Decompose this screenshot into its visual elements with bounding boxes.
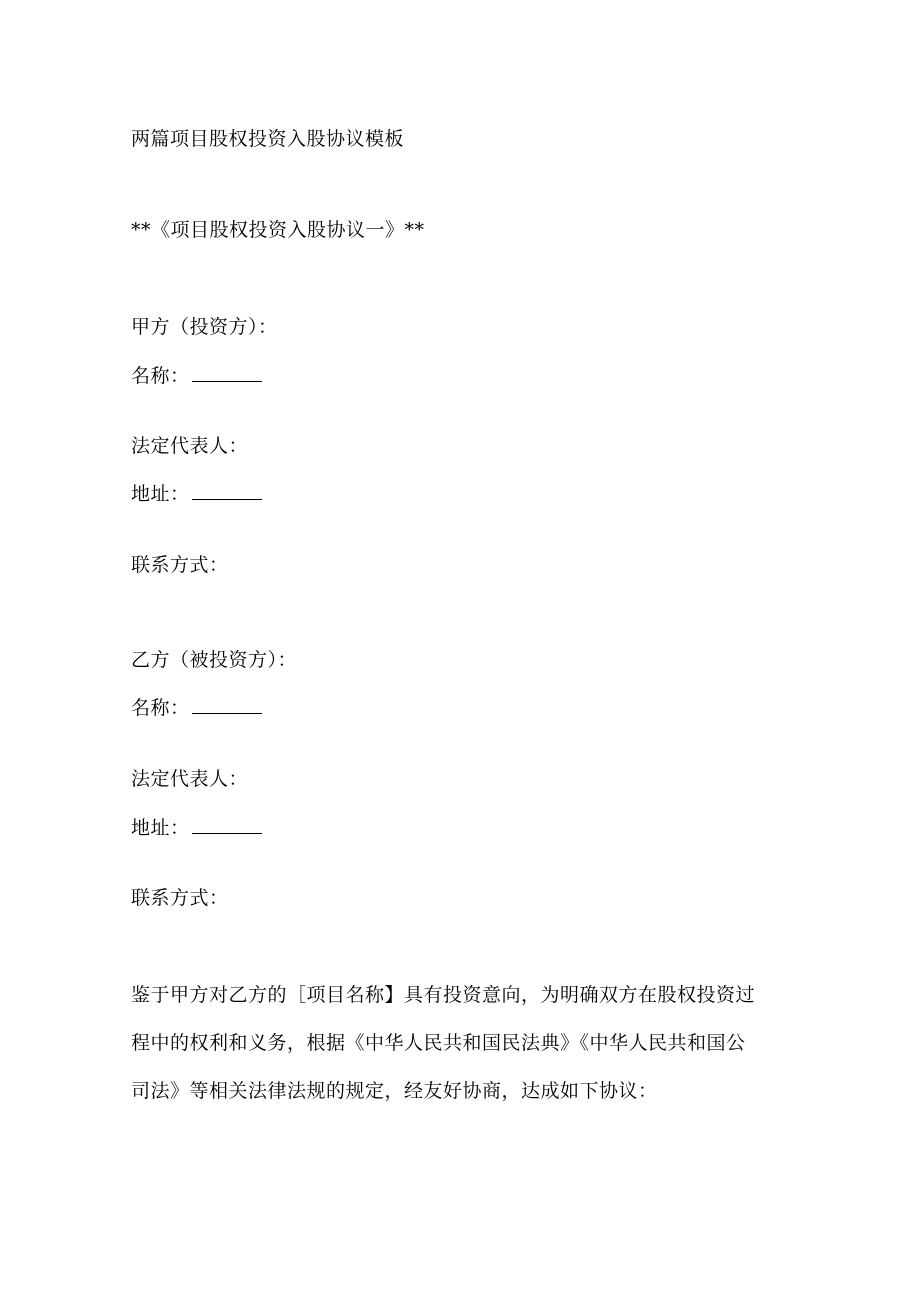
- party-b-contact-label: 联系方式：: [131, 887, 229, 909]
- party-a-heading: 甲方（投资方）：: [131, 316, 278, 338]
- party-a-rep-label: 法定代表人：: [131, 435, 249, 457]
- preamble-line-3: 司法》等相关法律法规的规定，经友好协商，达成如下协议：: [131, 1080, 658, 1102]
- preamble-paragraph: [131, 983, 781, 1127]
- party-b-address-label: 地址：: [131, 817, 190, 839]
- party-b-address-blank: [192, 815, 262, 834]
- document-title: 两篇项目股权投资入股协议模板: [131, 128, 405, 150]
- agreement-heading: **《项目股权投资入股协议一》**: [131, 219, 425, 241]
- preamble-line-2: 程中的权利和义务，根据《中华人民共和国民法典》《中华人民共和国公: [131, 1032, 746, 1054]
- party-a-address-row: [131, 481, 262, 506]
- party-a-name-label: 名称：: [131, 365, 190, 387]
- party-a-address-label: 地址：: [131, 483, 190, 505]
- party-b-rep-label: 法定代表人：: [131, 768, 249, 790]
- party-a-name-row: [131, 363, 262, 388]
- party-a-address-blank: [192, 481, 262, 500]
- party-b-name-row: [131, 695, 262, 720]
- party-b-heading: 乙方（被投资方）：: [131, 649, 298, 671]
- party-b-address-row: [131, 815, 262, 840]
- party-b-name-blank: [192, 695, 262, 714]
- party-b-name-label: 名称：: [131, 697, 190, 719]
- party-a-contact-label: 联系方式：: [131, 554, 229, 576]
- preamble-line-1: 鉴于甲方对乙方的［项目名称】具有投资意向，为明确双方在股权投资过: [131, 984, 756, 1006]
- party-a-name-blank: [192, 363, 262, 382]
